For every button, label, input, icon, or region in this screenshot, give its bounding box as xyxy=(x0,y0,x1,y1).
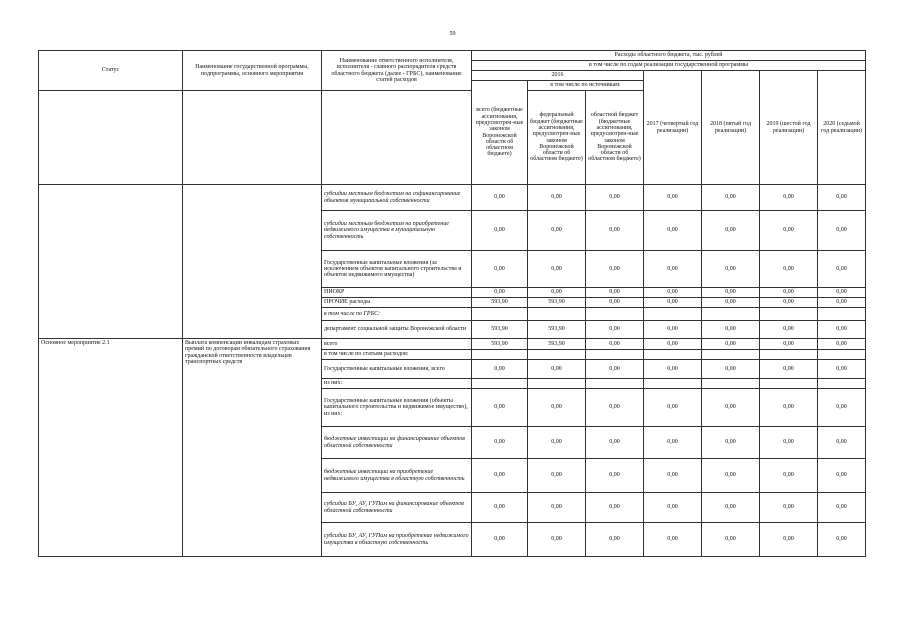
cell-2018: 0,00 xyxy=(702,288,760,298)
cell-federal: 0,00 xyxy=(528,523,586,557)
cell-regional: 0,00 xyxy=(586,251,644,288)
empty-cell xyxy=(528,379,586,389)
cell-total: 0,00 xyxy=(472,523,528,557)
empty-cell xyxy=(528,350,586,360)
empty-cell xyxy=(586,308,644,321)
cell-2018: 0,00 xyxy=(702,339,760,350)
cell-2019: 0,00 xyxy=(760,360,818,379)
cell-2017: 0,00 xyxy=(644,360,702,379)
table-row xyxy=(39,339,866,350)
cell-total: 0,00 xyxy=(472,360,528,379)
cell-federal: 593,90 xyxy=(528,339,586,350)
header-expenses: Расходы областного бюджета, тыс. рублей xyxy=(472,51,866,61)
header-status-cont xyxy=(39,91,183,185)
empty-cell xyxy=(644,379,702,389)
header-by-years: в том числе по годам реализации государственной программы xyxy=(472,61,866,71)
page-number: 59 xyxy=(449,31,456,37)
empty-cell xyxy=(818,308,866,321)
cell-2020: 0,00 xyxy=(818,321,866,339)
cell-2017: 0,00 xyxy=(644,321,702,339)
row-label: Государственные капитальные вложения, всего xyxy=(322,360,472,379)
cell-2020: 0,00 xyxy=(818,360,866,379)
row-label: субсидии БУ, АУ, ГУПам на финансирование объектов областной собственности xyxy=(322,493,472,523)
header-program-name: Наименование государственной программы, подпрограммы, основного мероприятия xyxy=(183,51,322,91)
cell-regional: 0,00 xyxy=(586,389,644,427)
empty-cell xyxy=(702,379,760,389)
cell-federal: 0,00 xyxy=(528,288,586,298)
empty-cell xyxy=(472,308,528,321)
cell-2018: 0,00 xyxy=(702,185,760,211)
cell-federal: 0,00 xyxy=(528,360,586,379)
cell-2019: 0,00 xyxy=(760,211,818,251)
row-label: всего xyxy=(322,339,472,350)
header-sources: в том числе по источникам: xyxy=(528,81,644,91)
header-2017: 2017 (четвертый год реализации) xyxy=(644,71,702,185)
cell-2017: 0,00 xyxy=(644,523,702,557)
row-label: НИОКР xyxy=(322,288,472,298)
empty-cell xyxy=(760,350,818,360)
empty-cell xyxy=(472,350,528,360)
cell-total: 0,00 xyxy=(472,251,528,288)
cell-2017: 0,00 xyxy=(644,459,702,493)
cell-total: 0,00 xyxy=(472,185,528,211)
cell-federal: 0,00 xyxy=(528,427,586,459)
cell-2019: 0,00 xyxy=(760,339,818,350)
cell-2020: 0,00 xyxy=(818,288,866,298)
cell-2019: 0,00 xyxy=(760,298,818,308)
cell-regional: 0,00 xyxy=(586,288,644,298)
row-label: в том числе по ГРБС: xyxy=(322,308,472,321)
header-2019: 2019 (шестой год реализации) xyxy=(760,71,818,185)
cell-regional: 0,00 xyxy=(586,185,644,211)
cell-2020: 0,00 xyxy=(818,185,866,211)
row-label: из них: xyxy=(322,379,472,389)
cell-2017: 0,00 xyxy=(644,427,702,459)
cell-regional: 0,00 xyxy=(586,298,644,308)
cell-total: 0,00 xyxy=(472,211,528,251)
empty-cell xyxy=(702,308,760,321)
cell-federal: 0,00 xyxy=(528,251,586,288)
empty-cell xyxy=(644,350,702,360)
cell-federal: 593,90 xyxy=(528,298,586,308)
cell-2019: 0,00 xyxy=(760,459,818,493)
row-label: ПРОЧИЕ расходы xyxy=(322,298,472,308)
cell-2019: 0,00 xyxy=(760,185,818,211)
header-name-cont xyxy=(183,91,322,185)
header-row-1 xyxy=(39,51,866,61)
cell-total: 0,00 xyxy=(472,427,528,459)
cell-federal: 0,00 xyxy=(528,493,586,523)
cell-2018: 0,00 xyxy=(702,427,760,459)
empty-cell xyxy=(702,350,760,360)
section2-status: Основное мероприятие 2.1 xyxy=(39,339,183,557)
header-regional: областной бюджет (бюджетные ассигнования, предусмотрен-ные законом Воронежской области об областном бюджете) xyxy=(586,91,644,185)
cell-2018: 0,00 xyxy=(702,523,760,557)
row-label: Государственные капитальные вложения (объекты капитального строительства и недвижимое имущество), из них: xyxy=(322,389,472,427)
cell-total: 0,00 xyxy=(472,493,528,523)
section1-status xyxy=(39,185,183,339)
cell-2018: 0,00 xyxy=(702,360,760,379)
empty-cell xyxy=(586,350,644,360)
header-total: всего (бюджетные ассигнования, предусмотрен-ные законом Воронежской области об областном бюджете) xyxy=(472,81,528,185)
cell-2020: 0,00 xyxy=(818,459,866,493)
row-label: в том числе по статьям расходов: xyxy=(322,350,472,360)
row-label: субсидии БУ, АУ, ГУПам на приобретение недвижимого имущества в областную собственность xyxy=(322,523,472,557)
empty-cell xyxy=(586,379,644,389)
empty-cell xyxy=(760,379,818,389)
cell-total: 593,90 xyxy=(472,298,528,308)
cell-total: 593,90 xyxy=(472,339,528,350)
table-row xyxy=(39,185,866,211)
cell-2017: 0,00 xyxy=(644,185,702,211)
cell-federal: 0,00 xyxy=(528,459,586,493)
empty-cell xyxy=(818,350,866,360)
cell-2020: 0,00 xyxy=(818,251,866,288)
cell-2017: 0,00 xyxy=(644,493,702,523)
row-label: департамент социальной защиты Воронежской области xyxy=(322,321,472,339)
cell-2020: 0,00 xyxy=(818,427,866,459)
header-2018: 2018 (пятый год реализации) xyxy=(702,71,760,185)
row-label: субсидии местным бюджетам на приобретение недвижимого имущества в муниципальную собственность xyxy=(322,211,472,251)
cell-total: 0,00 xyxy=(472,459,528,493)
cell-2019: 0,00 xyxy=(760,493,818,523)
cell-2020: 0,00 xyxy=(818,389,866,427)
cell-2019: 0,00 xyxy=(760,523,818,557)
cell-regional: 0,00 xyxy=(586,321,644,339)
cell-2018: 0,00 xyxy=(702,321,760,339)
cell-2020: 0,00 xyxy=(818,493,866,523)
cell-2017: 0,00 xyxy=(644,251,702,288)
cell-regional: 0,00 xyxy=(586,211,644,251)
cell-federal: 593,90 xyxy=(528,321,586,339)
header-status: Статус xyxy=(39,51,183,91)
cell-2019: 0,00 xyxy=(760,288,818,298)
row-label: бюджетные инвестиции на финансирование объектов областной собственности xyxy=(322,427,472,459)
row-label: субсидии местным бюджетам на софинансирование объектов муниципальной собственности xyxy=(322,185,472,211)
budget-table xyxy=(38,50,866,557)
cell-regional: 0,00 xyxy=(586,493,644,523)
cell-2018: 0,00 xyxy=(702,493,760,523)
cell-2018: 0,00 xyxy=(702,251,760,288)
empty-cell xyxy=(644,308,702,321)
section2-name: Выплата компенсации инвалидам страховых премий по договорам обязательного страхования гражданской ответственности владельцев транспортных средств xyxy=(183,339,322,557)
cell-2019: 0,00 xyxy=(760,321,818,339)
cell-regional: 0,00 xyxy=(586,459,644,493)
cell-2020: 0,00 xyxy=(818,211,866,251)
cell-total: 0,00 xyxy=(472,389,528,427)
row-label: Государственные капитальные вложения (за исключением объектов капитального строительства и объектов недвижимого имущества) xyxy=(322,251,472,288)
cell-2019: 0,00 xyxy=(760,427,818,459)
cell-regional: 0,00 xyxy=(586,427,644,459)
header-year-2016: 2016 xyxy=(472,71,644,81)
cell-2018: 0,00 xyxy=(702,389,760,427)
cell-2017: 0,00 xyxy=(644,339,702,350)
header-federal: федеральный бюджет (бюджетные ассигнования, предусмотрен-ные законом Воронежской области об областном бюджете) xyxy=(528,91,586,185)
cell-2017: 0,00 xyxy=(644,211,702,251)
cell-regional: 0,00 xyxy=(586,339,644,350)
header-executor-cont xyxy=(322,91,472,185)
empty-cell xyxy=(818,379,866,389)
cell-regional: 0,00 xyxy=(586,360,644,379)
cell-2018: 0,00 xyxy=(702,459,760,493)
empty-cell xyxy=(528,308,586,321)
header-2020: 2020 (седьмой год реализации) xyxy=(818,71,866,185)
cell-regional: 0,00 xyxy=(586,523,644,557)
section1-name xyxy=(183,185,322,339)
cell-federal: 0,00 xyxy=(528,211,586,251)
header-executor: Наименование ответственного исполнителя, исполнителя - главного распорядителя средств областного бюджета (далее - ГРБС), наименование статей расходов xyxy=(322,51,472,91)
cell-2018: 0,00 xyxy=(702,298,760,308)
cell-2020: 0,00 xyxy=(818,298,866,308)
cell-2017: 0,00 xyxy=(644,389,702,427)
cell-total: 593,90 xyxy=(472,321,528,339)
cell-2018: 0,00 xyxy=(702,211,760,251)
cell-2017: 0,00 xyxy=(644,288,702,298)
cell-2020: 0,00 xyxy=(818,339,866,350)
cell-federal: 0,00 xyxy=(528,185,586,211)
cell-2020: 0,00 xyxy=(818,523,866,557)
row-label: бюджетные инвестиции на приобретение недвижимого имущества в областную собственность xyxy=(322,459,472,493)
cell-2017: 0,00 xyxy=(644,298,702,308)
cell-2019: 0,00 xyxy=(760,389,818,427)
empty-cell xyxy=(760,308,818,321)
empty-cell xyxy=(472,379,528,389)
cell-total: 0,00 xyxy=(472,288,528,298)
cell-federal: 0,00 xyxy=(528,389,586,427)
cell-2019: 0,00 xyxy=(760,251,818,288)
